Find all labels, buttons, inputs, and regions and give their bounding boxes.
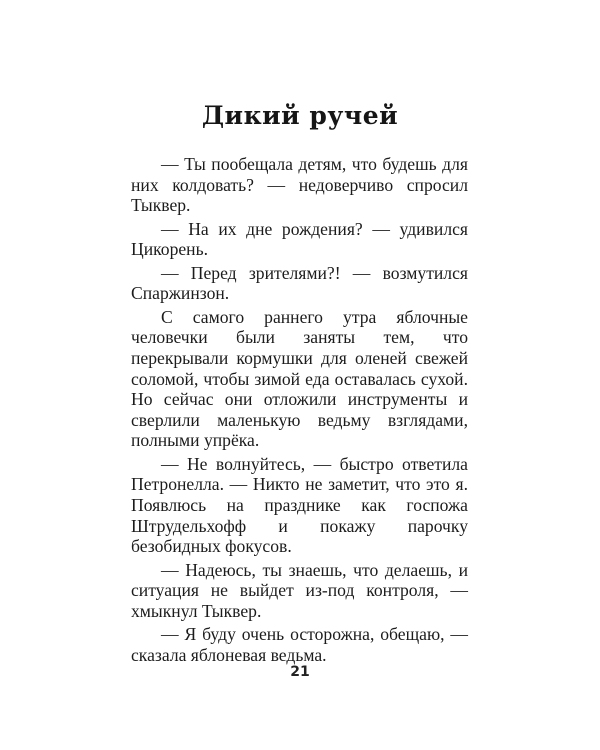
paragraph: — На их дне рождения? — удивился Цикорень.: [131, 218, 468, 260]
chapter-title: Дикий ручей: [201, 100, 399, 130]
paragraph: — Ты пообещала детям, что будешь для них колдовать? — недоверчиво спросил Тыквер.: [131, 154, 468, 216]
paragraph: — Перед зрителями?! — возмутился Спаржинзон.: [131, 262, 468, 304]
body-text: [131, 154, 468, 668]
paragraph: С самого раннего утра яблочные человечки были заняты тем, что перекрывали кормушки для оленей свежей соломой, чтобы зимой еда оставалась сухой. Но сейчас они отложили инструменты и сверлили маленькую ведьму взглядами, полными упрёка.: [131, 306, 468, 451]
paragraph: — Я буду очень осторожна, обещаю, — сказала яблоневая ведьма.: [131, 624, 468, 665]
page-number: 21: [290, 664, 310, 680]
paragraph: — Не волнуйтесь, — быстро ответила Петронелла. — Никто не заметит, что это я. Появлюсь на празднике как госпожа Штрудельхофф и покажу парочку безобидных фокусов.: [131, 453, 468, 557]
paragraph: — Надеюсь, ты знаешь, что делаешь, и ситуация не выйдет из-под контроля, — хмыкнул Тыквер.: [131, 559, 468, 621]
